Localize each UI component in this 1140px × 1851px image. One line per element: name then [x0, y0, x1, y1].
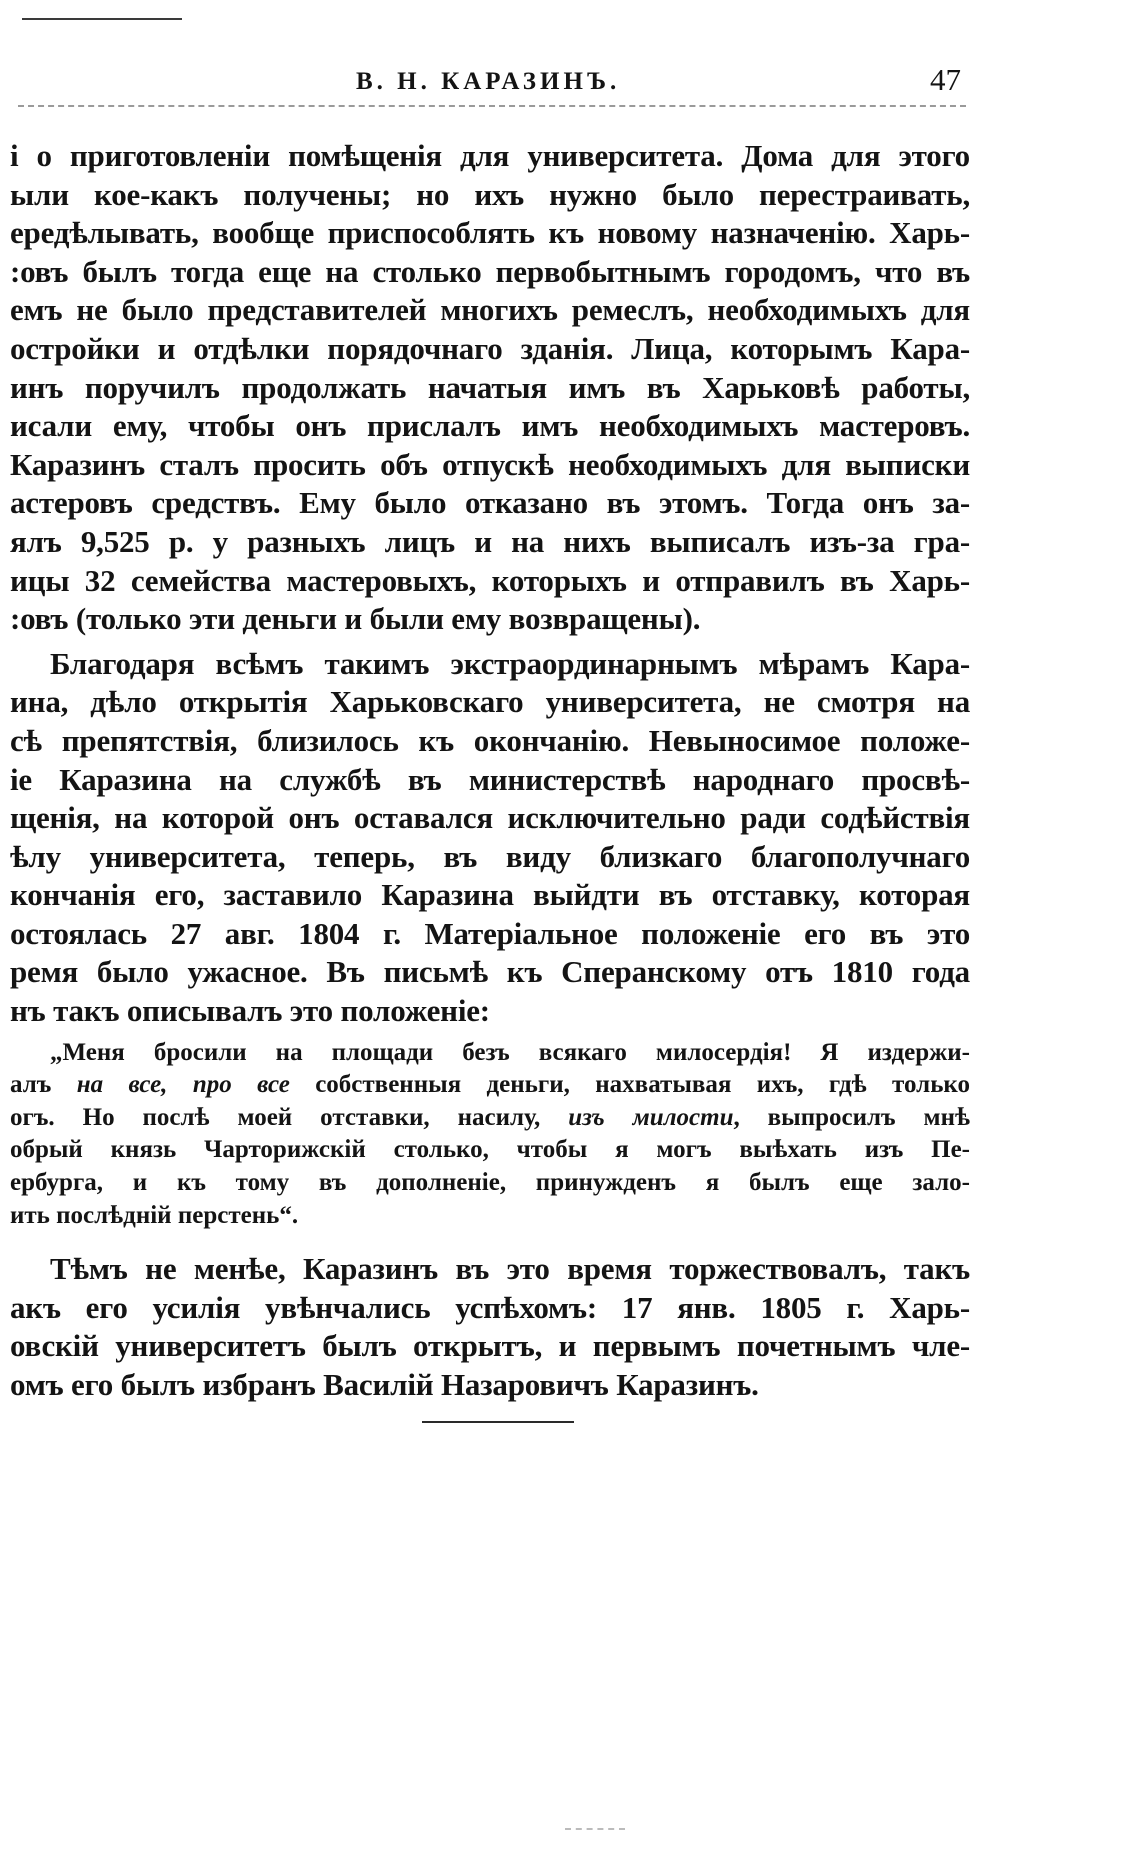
- text-line: ицы 32 семейства мастеровыхъ, которыхъ и отправилъ въ Харь-: [10, 562, 970, 598]
- text-line: сѣ препятствія, близилось къ окончанію. Невыносимое положе-: [10, 722, 970, 758]
- quote-line: огъ. Но послѣ моей отставки, насилу, изъ милости, выпросилъ мнѣ: [10, 1103, 970, 1131]
- text-line: остройки и отдѣлки порядочнаго зданія. Лица, которымъ Кара-: [10, 330, 970, 366]
- text-line: исали ему, чтобы онъ прислалъ имъ необходимыхъ мастеровъ.: [10, 408, 970, 444]
- text-line: іе Каразина на службѣ въ министерствѣ народнаго просвѣ-: [10, 761, 970, 797]
- text-line: ялъ 9,525 р. у разныхъ лицъ и на нихъ выписалъ изъ-за гра-: [10, 523, 970, 559]
- body-text: [10, 137, 970, 1405]
- page-header: [0, 62, 1140, 108]
- text-line: астеровъ средствъ. Ему было отказано въ этомъ. Тогда онъ за-: [10, 485, 970, 521]
- text-line: і о приготовленіи помѣщенія для университета. Дома для этого: [10, 138, 970, 173]
- paragraph-2: [10, 645, 970, 1031]
- quote-line: алъ на все, про все собственныя деньги, нахватывая ихъ, гдѣ только: [10, 1071, 970, 1099]
- text-line: Благодаря всѣмъ такимъ экстраординарнымъ мѣрамъ Кара-: [50, 645, 970, 681]
- text-line: Каразинъ сталъ просить объ отпускѣ необходимыхъ для выписки: [10, 446, 970, 482]
- top-rule: [22, 18, 182, 20]
- paragraph-3: [10, 1250, 970, 1404]
- section-end-rule: [422, 1421, 574, 1423]
- page-number: 47: [930, 62, 961, 97]
- text-line: овскій университетъ былъ открытъ, и первымъ почетнымъ чле-: [10, 1328, 970, 1364]
- running-title: В. Н. КАРАЗИНЪ.: [356, 68, 621, 95]
- text-line: ина, дѣло открытія Харьковскаго университета, не смотря на: [10, 684, 970, 720]
- text-line: емъ не было представителей многихъ ремеслъ, необходимыхъ для: [10, 292, 970, 328]
- text-line: :овъ (только эти деньги и были ему возвращены).: [10, 601, 701, 637]
- quote-line: ербурга, и къ тому въ дополненіе, принужденъ я былъ еще зало-: [10, 1169, 970, 1197]
- text-line: акъ его усилія увѣнчались успѣхомъ: 17 янв. 1805 г. Харь-: [10, 1289, 970, 1325]
- text-line: ыли кое-какъ получены; но ихъ нужно было перестраивать,: [10, 176, 970, 212]
- quote-line: ить послѣдній перстень“.: [10, 1201, 299, 1229]
- text-line: Тѣмъ не менѣе, Каразинъ въ это время торжествовалъ, такъ: [50, 1251, 970, 1287]
- italic-emphasis: на все, про все: [76, 1071, 290, 1099]
- text-line: :овъ былъ тогда еще на столько первобытнымъ городомъ, что въ: [10, 253, 970, 289]
- quotation: [10, 1037, 970, 1233]
- text-line: ередѣлывать, вообще приспособлять къ новому назначенію. Харь-: [10, 215, 970, 251]
- text-line: кончанія его, заставило Каразина выйдти въ отставку, которая: [10, 877, 970, 913]
- quote-line: „Меня бросили на площади безъ всякаго милосердія! Я издержи-: [50, 1038, 970, 1066]
- text-line: инъ поручилъ продолжать начатыя имъ въ Харьковѣ работы,: [10, 369, 970, 405]
- text-line: остоялась 27 авг. 1804 г. Матеріальное положеніе его въ это: [10, 915, 970, 951]
- text-line: ѣлу университета, теперь, въ виду близкаго благополучнаго: [10, 838, 970, 874]
- quote-line: обрый князь Чарторижскій столько, чтобы я могъ выѣхать изъ Пе-: [10, 1136, 970, 1164]
- header-rule: [18, 105, 966, 107]
- italic-emphasis: изъ милости: [568, 1103, 734, 1131]
- text-line: ремя было ужасное. Въ письмѣ къ Сперанскому отъ 1810 года: [10, 954, 970, 990]
- text-line: омъ его былъ избранъ Василій Назаровичъ Каразинъ.: [10, 1367, 759, 1402]
- text-line: щенія, на которой онъ оставался исключительно ради содѣйствія: [10, 800, 970, 836]
- paragraph-1: [10, 137, 970, 639]
- text-line: нъ такъ описывалъ это положеніе:: [10, 993, 490, 1029]
- footer-mark: [565, 1828, 625, 1830]
